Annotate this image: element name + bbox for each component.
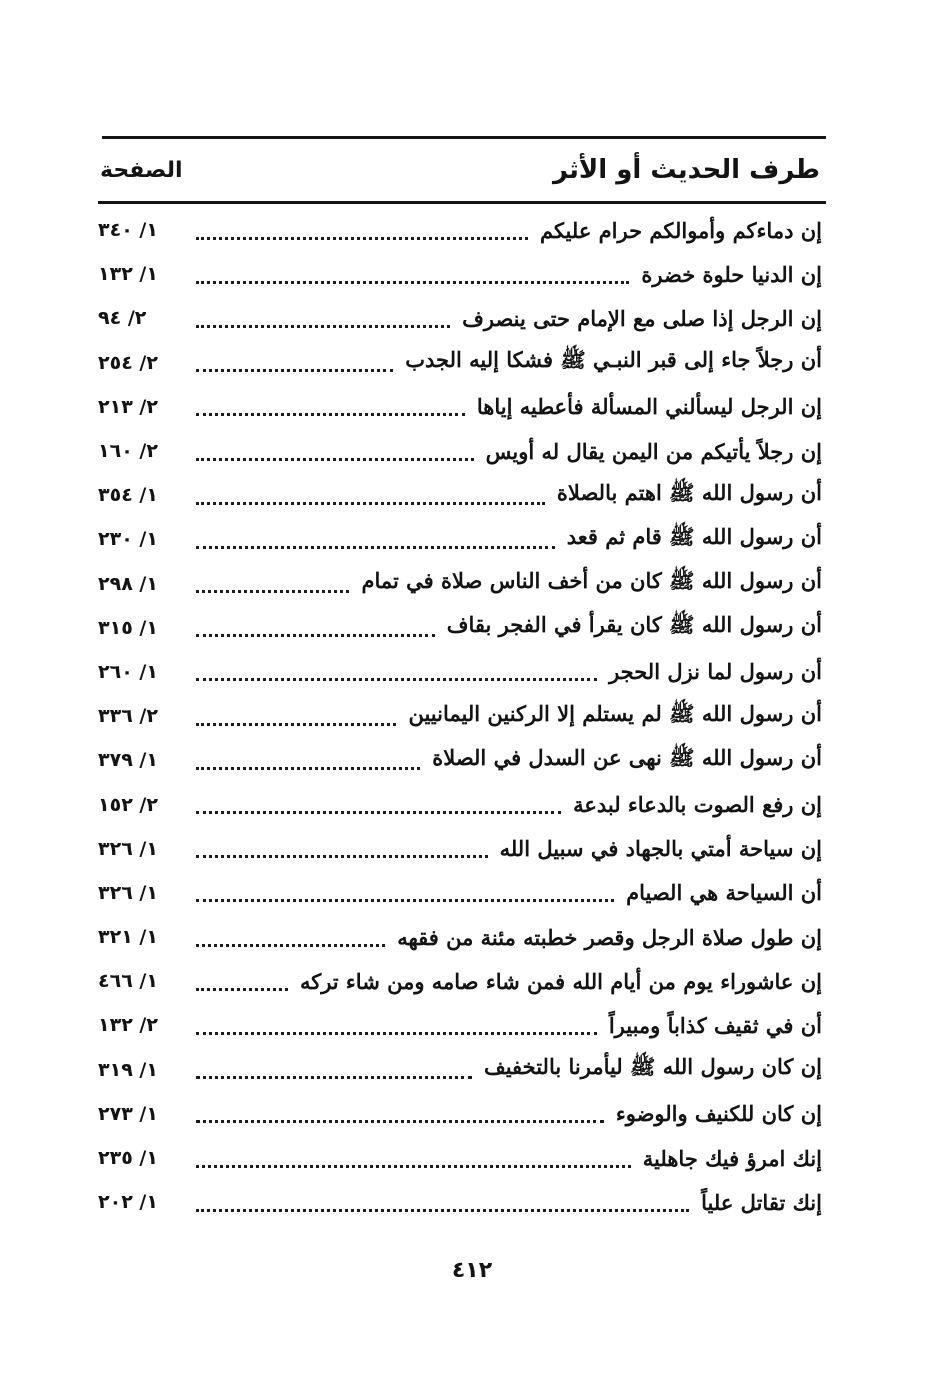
volume-page-ref: ١/ ٣١٩ [98,1058,158,1081]
dot-leader [196,1032,597,1035]
dot-leader [196,1165,631,1168]
page-number: ٤١٢ [451,1258,493,1283]
index-entry [98,296,826,340]
index-entry [98,738,826,782]
dot-leader [196,1076,472,1079]
hadith-text: إن الرجل إذا صلى مع الإمام حتى ينصرف [462,305,822,331]
volume-page-ref: ٢/ ٢١٣ [98,395,158,418]
volume-page-ref: ١/ ٣٢٦ [98,837,158,860]
volume-page-ref: ١/ ٢٦٠ [98,660,158,683]
volume-page-ref: ١/ ٣٧٩ [98,749,158,772]
hadith-text: إن دماءكم وأموالكم حرام عليكم [539,217,822,243]
index-entry [98,385,826,429]
volume-page-ref: ١/ ٢٧٣ [98,1102,158,1125]
hadith-text: أن في ثقيف كذاباً ومبيراً [608,1012,822,1038]
header-rule [98,201,826,204]
hadith-text: إنك تقاتل علياً [701,1189,822,1215]
index-entry [98,915,826,959]
dot-leader [196,502,545,505]
index-entry [98,1003,826,1047]
volume-page-ref: ٢/ ١٥٢ [98,793,158,816]
volume-page-ref: ٢/ ١٣٢ [98,1014,158,1037]
hadith-text: أن رسول الله ﷺ قام ثم قعد [566,523,822,549]
volume-page-ref: ١/ ٢٩٨ [98,572,158,595]
volume-page-ref: ١/ ٣٥٤ [98,484,158,507]
index-entry [98,1048,826,1092]
hadith-text: إن كان رسول الله ﷺ ليأمرنا بالتخفيف [483,1054,822,1080]
hadith-text: أن السياحة هي الصيام [626,880,822,906]
dot-leader [196,546,555,549]
column-header-page: الصفحة [100,157,183,183]
index-entry [98,562,826,606]
hadith-text: إنك امرؤ فيك جاهلية [642,1145,822,1171]
index-entry [98,429,826,473]
volume-page-ref: ١/ ٣٢١ [98,926,158,949]
index-entry [98,1092,826,1136]
hadith-text: أن رسول الله ﷺ اهتم بالصلاة [556,479,822,505]
volume-page-ref: ٢/ ٩٤ [98,307,147,330]
dot-leader [196,855,488,858]
dot-leader [196,944,385,947]
index-page [98,136,826,1224]
volume-page-ref: ١/ ٣٤٠ [98,219,158,242]
volume-page-ref: ٢/ ٢٥٤ [98,351,158,374]
index-entry [98,650,826,694]
hadith-text: إن الدنيا حلوة خضرة [641,261,822,287]
volume-page-ref: ١/ ١٣٢ [98,263,158,286]
dot-leader [196,237,528,240]
dot-leader [196,590,349,593]
index-list [98,208,826,1224]
dot-leader [196,1120,604,1123]
hadith-text: إن الرجل ليسألني المسألة فأعطيه إياها [476,394,822,420]
dot-leader [196,369,393,372]
dot-leader [196,767,420,770]
index-entry [98,473,826,517]
dot-leader [196,281,629,284]
dot-leader [196,325,450,328]
volume-page-ref: ١/ ٢٣٠ [98,528,158,551]
dot-leader [196,413,465,416]
index-entry [98,1136,826,1180]
dot-leader [196,723,396,726]
hadith-text: إن رفع الصوت بالدعاء لبدعة [573,792,822,818]
index-entry [98,694,826,738]
dot-leader [196,988,288,991]
hadith-text: إن عاشوراء يوم من أيام الله فمن شاء صامه ومن شاء تركه [299,968,822,994]
volume-page-ref: ١/ ٤٦٦ [98,970,158,993]
volume-page-ref: ٢/ ٣٣٦ [98,705,158,728]
index-entry [98,341,826,385]
hadith-text: أن رسول الله ﷺ لم يستلم إلا الركنين اليمانيين [408,700,822,726]
column-header-hadith: طرف الحديث أو الأثر [552,155,820,185]
index-entry [98,208,826,252]
dot-leader [196,811,561,814]
hadith-text: أن رسول الله ﷺ نهى عن السدل في الصلاة [432,744,822,770]
hadith-text: أن رسول لما نزل الحجر [609,659,822,685]
dot-leader [196,458,474,461]
index-entry [98,517,826,561]
dot-leader [196,899,614,902]
index-entry [98,606,826,650]
hadith-text: أن رجلاً جاء إلى قبر النبـي ﷺ فشكا إليه الجدب [405,347,822,373]
dot-leader [196,678,597,681]
index-entry [98,871,826,915]
volume-page-ref: ١/ ٢٠٢ [98,1191,158,1214]
index-entry [98,1180,826,1224]
index-entry [98,959,826,1003]
hadith-text: إن طول صلاة الرجل وقصر خطبته مئنة من فقهه [397,924,822,950]
dot-leader [196,634,435,637]
hadith-text: إن سياحة أمتي بالجهاد في سبيل الله [499,836,822,862]
index-entry [98,252,826,296]
hadith-text: إن رجلاً يأتيكم من اليمن يقال له أويس [485,438,822,464]
dot-leader [196,1209,689,1212]
volume-page-ref: ١/ ٢٣٥ [98,1147,158,1170]
volume-page-ref: ١/ ٣٢٦ [98,881,158,904]
volume-page-ref: ١/ ٣١٥ [98,616,158,639]
volume-page-ref: ٢/ ١٦٠ [98,440,158,463]
hadith-text: إن كان للكنيف والوضوء [615,1101,822,1127]
table-header [98,139,826,201]
hadith-text: أن رسول الله ﷺ كان من أخف الناس صلاة في تمام [361,568,822,594]
index-entry [98,827,826,871]
hadith-text: أن رسول الله ﷺ كان يقرأ في الفجر بقاف [446,612,822,638]
index-entry [98,782,826,826]
